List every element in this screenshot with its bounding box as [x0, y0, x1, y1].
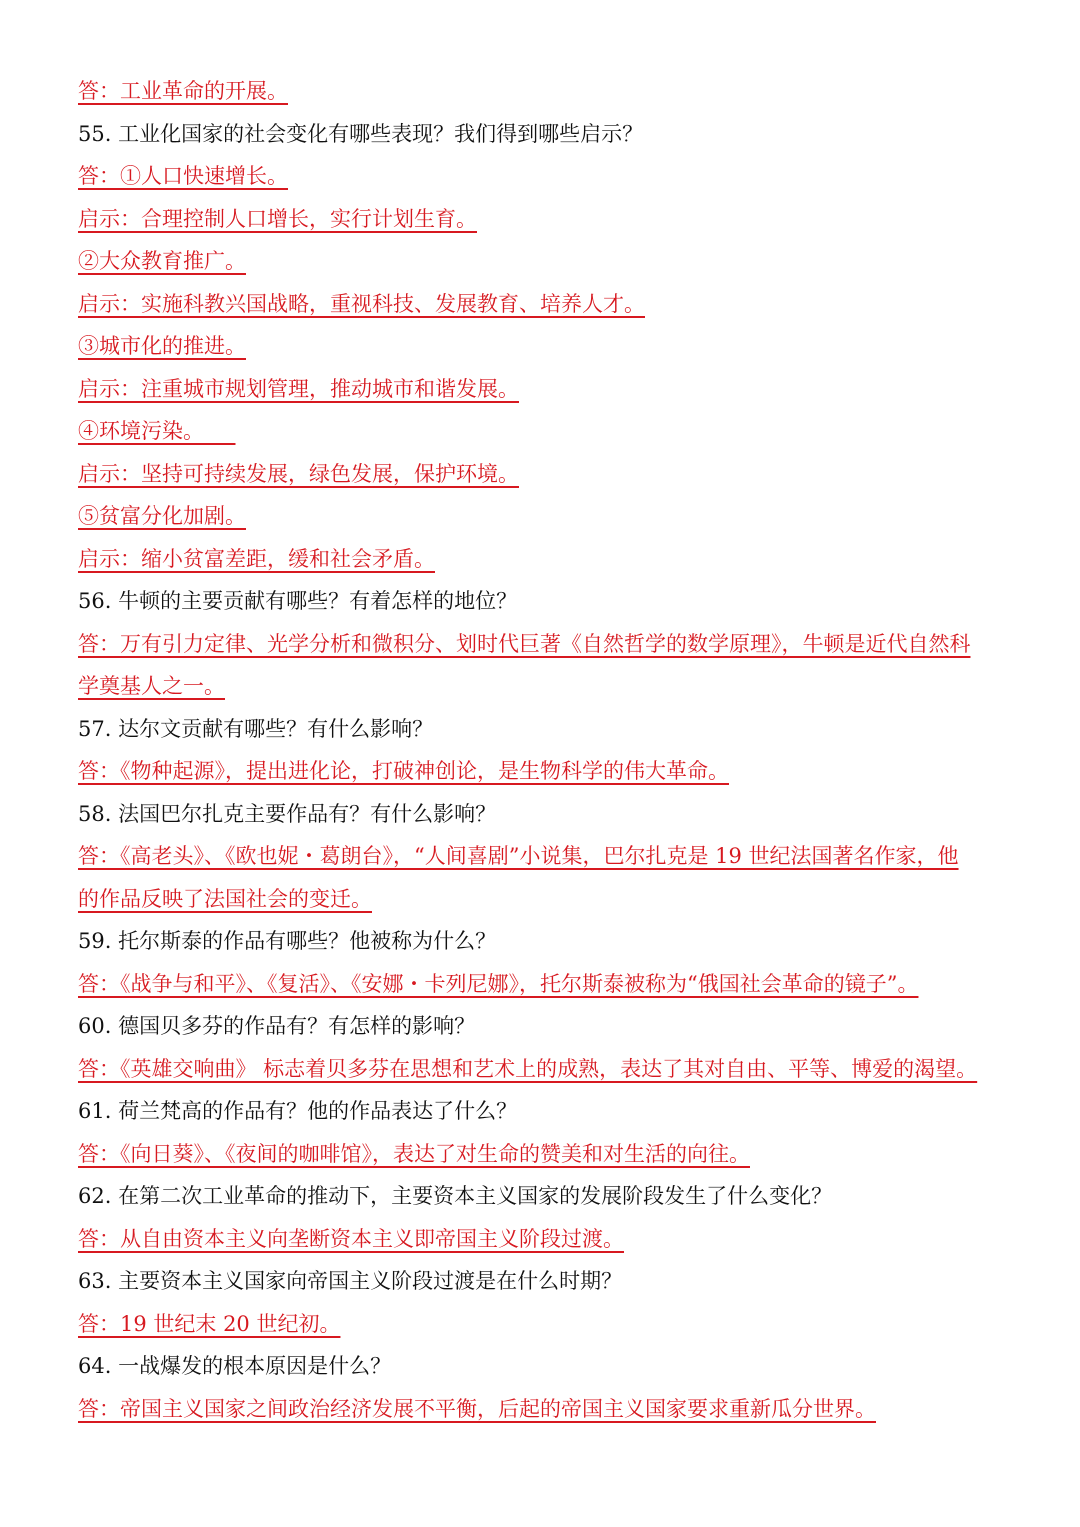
answer-text: 答：《战争与和平》、《复活》、《安娜・卡列尼娜》，托尔斯泰被称为“俄国社会革命的镜子”。 — [78, 971, 919, 996]
answer-line — [78, 665, 1013, 708]
answer-text: 答：工业革命的开展。 — [78, 79, 288, 103]
answer-line — [78, 70, 1013, 113]
question-line — [78, 113, 1013, 156]
answer-line — [78, 1218, 1013, 1261]
answer-line — [78, 835, 1013, 878]
answer-line — [78, 538, 1013, 581]
question-line — [78, 1090, 1013, 1133]
question-line — [78, 1175, 1013, 1218]
answer-text: ⑤贫富分化加剧。 — [78, 504, 246, 528]
answer-line — [78, 1388, 1013, 1431]
answer-line — [78, 1048, 1013, 1091]
answer-text: 启示：缩小贫富差距，缓和社会矛盾。 — [78, 546, 435, 571]
question-line — [78, 1260, 1013, 1303]
answer-line — [78, 198, 1013, 241]
answer-text: 启示：注重城市规划管理，推动城市和谐发展。 — [78, 376, 519, 401]
answer-text: ②大众教育推广。 — [78, 249, 246, 273]
answer-text: 答：《英雄交响曲》 标志着贝多芬在思想和艺术上的成熟，表达了其对自由、平等、博爱的渴望。 — [78, 1056, 978, 1081]
answer-text: 答：《向日葵》、《夜间的咖啡馆》，表达了对生命的赞美和对生活的向往。 — [78, 1141, 750, 1166]
question-line — [78, 708, 1013, 751]
question-text: 61. 荷兰梵高的作品有？他的作品表达了什么？ — [78, 1099, 518, 1123]
answer-line — [78, 368, 1013, 411]
answer-line — [78, 325, 1013, 368]
question-text: 58. 法国巴尔扎克主要作品有？有什么影响？ — [78, 801, 497, 826]
answer-text: 的作品反映了法国社会的变迁。 — [78, 886, 372, 911]
answer-text: 答：从自由资本主义向垄断资本主义即帝国主义阶段过渡。 — [78, 1226, 624, 1251]
question-text: 64. 一战爆发的根本原因是什么？ — [78, 1354, 392, 1378]
question-line — [78, 920, 1013, 963]
answer-line — [78, 240, 1013, 283]
answer-text: 答：①人口快速增长。 — [78, 164, 288, 188]
question-line — [78, 793, 1013, 836]
answer-text: 启示：合理控制人口增长，实行计划生育。 — [78, 206, 477, 231]
question-text: 57. 达尔文贡献有哪些？有什么影响？ — [78, 716, 434, 741]
answer-text: 学奠基人之一。 — [78, 674, 225, 698]
answer-text: 启示：坚持可持续发展，绿色发展，保护环境。 — [78, 461, 519, 486]
answer-text: 答：帝国主义国家之间政治经济发展不平衡，后起的帝国主义国家要求重新瓜分世界。 — [78, 1396, 876, 1421]
answer-line — [78, 1133, 1013, 1176]
question-text: 55. 工业化国家的社会变化有哪些表现？我们得到哪些启示？ — [78, 121, 644, 146]
answer-text: 答：万有引力定律、光学分析和微积分、划时代巨著《自然哲学的数学原理》，牛顿是近代自然科 — [78, 631, 971, 656]
answer-line — [78, 495, 1013, 538]
answer-text: 答：19 世纪末 20 世纪初。 — [78, 1311, 341, 1336]
answer-line — [78, 453, 1013, 496]
question-line — [78, 580, 1013, 623]
answer-line — [78, 410, 1013, 453]
question-line — [78, 1005, 1013, 1048]
answer-line — [78, 1303, 1013, 1346]
question-text: 63. 主要资本主义国家向帝国主义阶段过渡是在什么时期？ — [78, 1269, 623, 1293]
question-text: 56. 牛顿的主要贡献有哪些？有着怎样的地位？ — [78, 589, 518, 613]
answer-text: 答：《物种起源》，提出进化论，打破神创论，是生物科学的伟大革命。 — [78, 759, 729, 783]
question-text: 59. 托尔斯泰的作品有哪些？他被称为什么？ — [78, 929, 497, 953]
answer-line — [78, 155, 1013, 198]
document-body — [78, 70, 1013, 1430]
question-line — [78, 1345, 1013, 1388]
answer-text: 答：《高老头》、《欧也妮・葛朗台》，“人间喜剧”小说集，巴尔扎克是 19 世纪法国著名作家，他 — [78, 844, 959, 868]
answer-line — [78, 963, 1013, 1006]
answer-line — [78, 878, 1013, 921]
answer-text: ③城市化的推进。 — [78, 334, 246, 358]
question-text: 62. 在第二次工业革命的推动下，主要资本主义国家的发展阶段发生了什么变化？ — [78, 1184, 833, 1208]
answer-text: 启示：实施科教兴国战略，重视科技、发展教育、培养人才。 — [78, 291, 645, 316]
answer-line — [78, 283, 1013, 326]
answer-line — [78, 750, 1013, 793]
answer-text: ④环境污染。 — [78, 419, 236, 443]
answer-line — [78, 623, 1013, 666]
question-text: 60. 德国贝多芬的作品有？有怎样的影响？ — [78, 1014, 476, 1038]
